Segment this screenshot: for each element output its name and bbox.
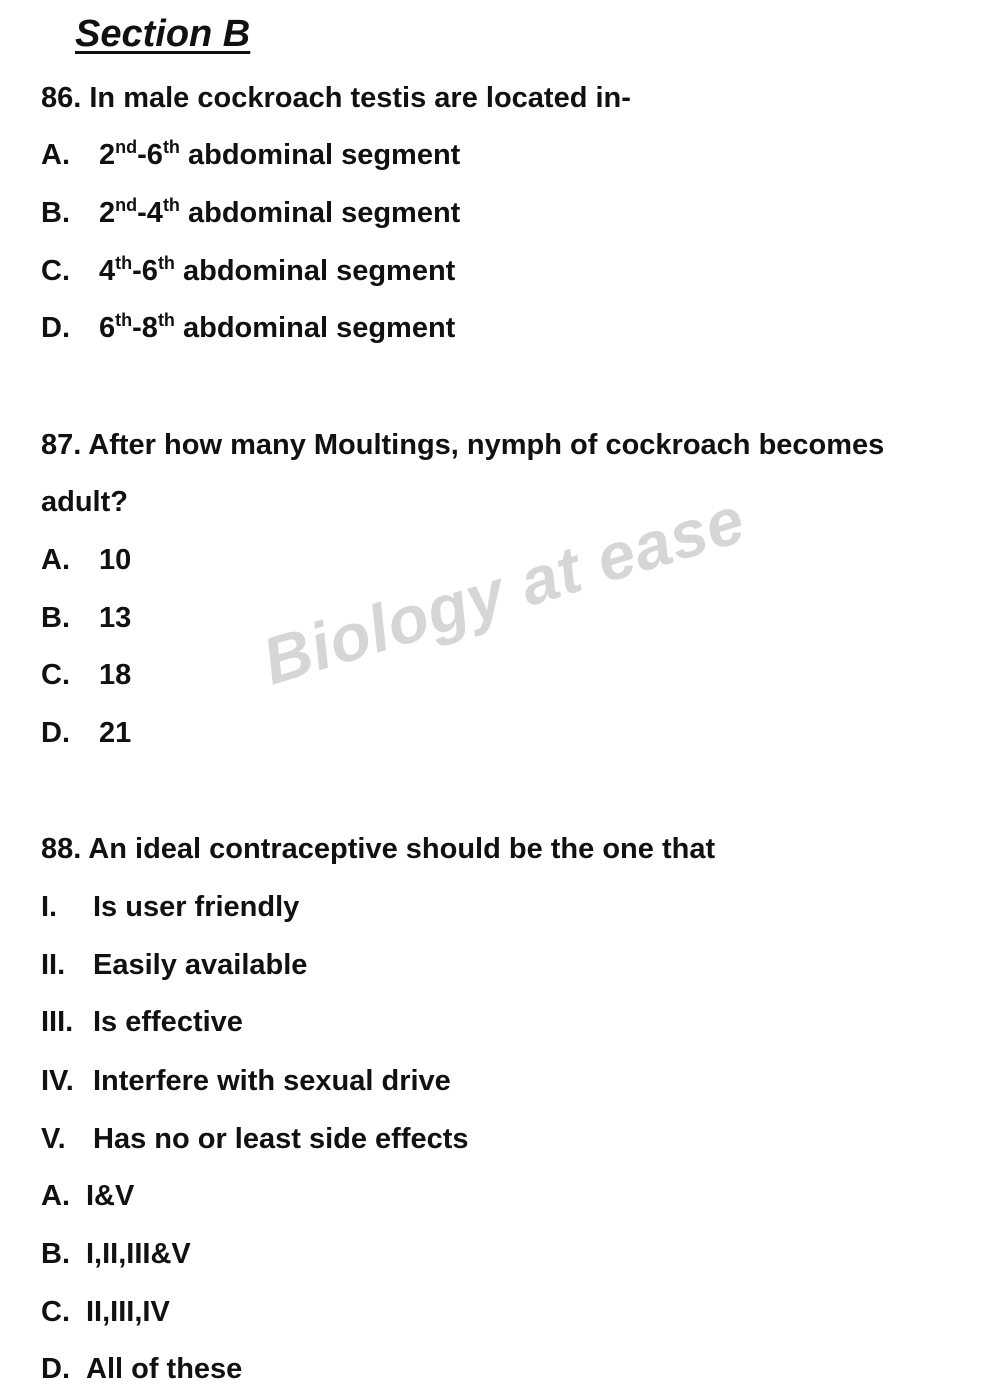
q87-option-d[interactable] [41,715,131,751]
option-sup1: th [115,310,133,330]
option-num1: 4 [99,255,116,287]
option-label: B. [41,197,70,229]
option-text: abdominal segment [179,139,461,171]
statement-text: Is effective [93,1006,243,1038]
option-label: A. [41,1180,70,1212]
option-label: B. [41,1238,70,1270]
statement-text: Easily available [93,949,308,981]
option-sup2: th [162,137,180,157]
option-text: I&V [86,1180,135,1212]
statement-label: III. [41,1006,74,1038]
option-sup2: th [157,253,175,273]
option-num1: 6 [99,312,116,344]
option-label: D. [41,717,70,749]
statement-text: Interfere with sexual drive [93,1065,451,1097]
q88-option-a[interactable] [41,1178,134,1214]
q88-statement-1 [41,889,299,925]
q86-option-c[interactable] [41,253,455,289]
option-num2: -4 [137,197,163,229]
option-label: C. [41,659,70,691]
option-sup2: th [157,310,175,330]
statement-label: IV. [41,1065,74,1097]
option-label: D. [41,312,70,344]
option-sup2: th [162,195,180,215]
option-text: 21 [99,717,132,749]
option-text: II,III,IV [86,1296,170,1328]
question-86: 86. In male cockroach testis are located in- [41,82,631,114]
option-sup1: th [115,253,133,273]
option-label: C. [41,255,70,287]
q87-option-b[interactable] [41,600,131,636]
q86-option-d[interactable] [41,310,455,346]
q88-statement-4 [41,1063,451,1099]
option-text: 10 [99,544,132,576]
statement-label: V. [41,1123,66,1155]
option-num2: -6 [132,255,158,287]
option-num1: 2 [99,139,116,171]
option-text: 13 [99,602,132,634]
q88-statement-5 [41,1121,469,1157]
section-title: Section B [75,13,251,55]
statement-label: II. [41,949,66,981]
q88-statement-2 [41,947,307,983]
q88-option-c[interactable] [41,1294,170,1330]
option-num2: -8 [132,312,158,344]
option-num2: -6 [137,139,163,171]
q87-option-c[interactable] [41,657,131,693]
q88-option-b[interactable] [41,1236,191,1272]
option-label: C. [41,1296,70,1328]
option-label: D. [41,1353,70,1385]
question-88: 88. An ideal contraceptive should be the one that [41,833,716,865]
question-87-line2: adult? [41,486,128,518]
option-text: All of these [86,1353,243,1385]
q88-statement-3 [41,1004,243,1040]
option-text: I,II,III&V [86,1238,191,1270]
option-label: B. [41,602,70,634]
q86-option-b[interactable] [41,195,460,231]
option-text: abdominal segment [179,197,461,229]
option-label: A. [41,139,70,171]
q88-option-d[interactable] [41,1351,242,1387]
option-label: A. [41,544,70,576]
statement-text: Has no or least side effects [93,1123,469,1155]
q87-option-a[interactable] [41,542,131,578]
watermark: Biology at ease [254,481,754,699]
statement-text: Is user friendly [93,891,300,923]
option-text: abdominal segment [174,255,456,287]
option-sup1: nd [115,195,138,215]
option-text: 18 [99,659,132,691]
option-sup1: nd [115,137,138,157]
question-87-line1: 87. After how many Moultings, nymph of cockroach becomes [41,429,885,461]
option-num1: 2 [99,197,116,229]
option-text: abdominal segment [174,312,456,344]
q86-option-a[interactable] [41,137,460,173]
statement-label: I. [41,891,58,923]
